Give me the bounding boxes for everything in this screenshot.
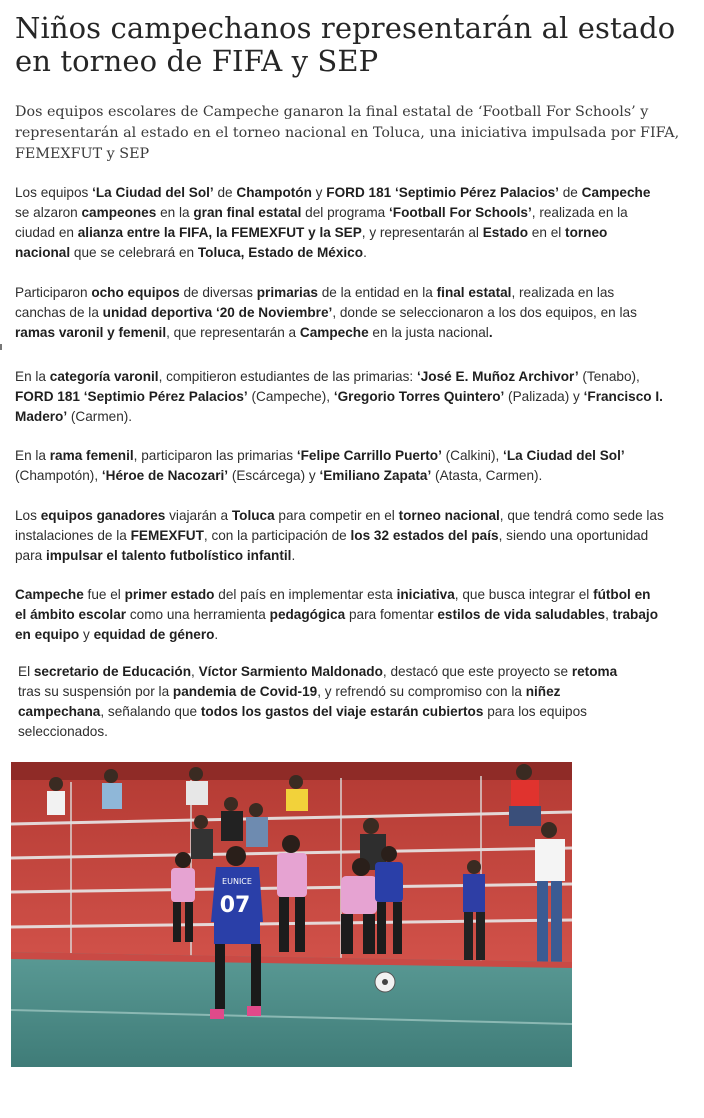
text-run: . [214, 627, 219, 642]
bold-text: categoría varonil [49, 369, 159, 384]
bold-text: FORD 181 ‘Septimio Pérez Palacios’ [15, 389, 248, 404]
text-run: En la [15, 369, 50, 384]
article-paragraph [15, 446, 665, 486]
text-run: tras su suspensión por la [18, 684, 173, 699]
bold-text: FEMEXFUT [130, 528, 204, 543]
bold-text: ‘Football For Schools’ [389, 205, 532, 220]
bold-text: pandemia de Covid-19 [172, 684, 318, 699]
bold-text: ‘La Ciudad del Sol’ [92, 185, 214, 200]
article-paragraph [15, 183, 665, 263]
text-run: en la justa nacional [368, 325, 489, 340]
bold-text: impulsar el talento futbolístico infantil [45, 548, 292, 563]
bold-text: Champotón [236, 185, 312, 200]
text-run: y [79, 627, 94, 642]
bold-text: todos los gastos del viaje estarán cubiertos [200, 704, 484, 719]
bold-text: ‘Felipe Carrillo Puerto’ [296, 448, 442, 463]
text-run: de la entidad en la [317, 285, 437, 300]
text-run: , [191, 664, 199, 679]
text-run: del país en implementar esta [214, 587, 397, 602]
text-run: , destacó que este proyecto se [382, 664, 572, 679]
text-run: de diversas [179, 285, 257, 300]
text-run: , siendo una oportunidad para [15, 528, 649, 563]
article-headline: Niños campechanos representarán al estado en torneo de FIFA y SEP [15, 11, 676, 78]
article-paragraph [15, 506, 665, 566]
text-run: y [311, 185, 327, 200]
article-paragraph [18, 662, 618, 742]
text-run: . [291, 548, 296, 563]
text-run: , participaron las primarias [133, 448, 297, 463]
bold-text: Campeche [581, 185, 651, 200]
article-paragraph [15, 283, 665, 343]
text-run: , donde se seleccionaron a los dos equipos, en las [332, 305, 637, 320]
bold-text: pedagógica [269, 607, 346, 622]
bold-text: final estatal [436, 285, 512, 300]
article-paragraph [15, 585, 665, 645]
text-run: (Tenabo), [578, 369, 640, 384]
text-run: , realizada en la ciudad en [15, 205, 628, 240]
text-run: para los equipos seleccionados. [18, 704, 587, 739]
bold-text: ‘Gregorio Torres Quintero’ [333, 389, 505, 404]
text-run: para fomentar [345, 607, 438, 622]
text-run: , y refrendó su compromiso con la [317, 684, 526, 699]
court-floor [11, 952, 572, 1067]
bold-text: Estado [482, 225, 529, 240]
text-run: , [605, 607, 613, 622]
bold-text: alianza entre la FIFA, la FEMEXFUT y la SEP [77, 225, 362, 240]
text-run: , señalando que [100, 704, 201, 719]
text-run: Participaron [15, 285, 92, 300]
text-run: (Champotón), [15, 468, 102, 483]
text-run: como una herramienta [126, 607, 270, 622]
text-run: de [213, 185, 237, 200]
article-paragraph [15, 367, 665, 427]
jersey-number-text: 07 [219, 893, 251, 918]
text-run: (Atasta, Carmen). [431, 468, 543, 483]
text-run: (Palizada) y [504, 389, 584, 404]
text-run: (Carmen). [67, 409, 133, 424]
bold-text: Toluca [231, 508, 275, 523]
bold-text: ‘José E. Muñoz Archivor’ [416, 369, 579, 384]
bold-text: estilos de vida saludables [437, 607, 606, 622]
bold-text: equipos ganadores [40, 508, 166, 523]
bold-text: primer estado [124, 587, 215, 602]
text-run: , y representarán al [361, 225, 483, 240]
bold-text: unidad deportiva ‘20 de Noviembre’ [102, 305, 333, 320]
text-run: para competir en el [274, 508, 399, 523]
text-run: en la [156, 205, 194, 220]
bold-text: niñez campechana [18, 684, 561, 719]
text-run: En la [15, 448, 50, 463]
text-run: El [18, 664, 34, 679]
bold-text: ‘Héroe de Nacozari’ [101, 468, 229, 483]
text-run: (Campeche), [247, 389, 334, 404]
text-run: (Escárcega) y [228, 468, 320, 483]
text-run: de [558, 185, 582, 200]
bold-text: torneo nacional [15, 225, 608, 260]
text-run: que se celebrará en [70, 245, 198, 260]
text-run: del programa [301, 205, 390, 220]
text-run: se alzaron [15, 205, 82, 220]
bold-text: Víctor Sarmiento Maldonado [198, 664, 383, 679]
jersey-name-text: EUNICE [222, 877, 252, 886]
bold-text: campeones [81, 205, 157, 220]
bold-text: gran final estatal [193, 205, 302, 220]
article-photo [11, 762, 572, 1067]
margin-mark [0, 344, 2, 350]
bold-text: iniciativa [396, 587, 455, 602]
text-run: Los [15, 508, 41, 523]
bold-text: Campeche [299, 325, 369, 340]
bold-text: equidad de género [93, 627, 215, 642]
bold-text: secretario de Educación [33, 664, 192, 679]
bold-text: retoma [571, 664, 618, 679]
bold-text: los 32 estados del país [350, 528, 499, 543]
bold-text: Campeche [15, 587, 84, 602]
text-run: fue el [83, 587, 125, 602]
text-run: , con la participación de [203, 528, 351, 543]
bold-text: torneo nacional [398, 508, 500, 523]
bold-text: trabajo en equipo [15, 607, 658, 642]
text-run: , que busca integrar el [454, 587, 594, 602]
text-run: viajarán a [165, 508, 232, 523]
text-run: . [363, 245, 367, 260]
bold-text: ‘Francisco I. Madero’ [15, 389, 663, 424]
bold-text: FORD 181 ‘Septimio Pérez Palacios’ [326, 185, 559, 200]
article-subheadline: Dos equipos escolares de Campeche ganaron la final estatal de ‘Football For Schools’ y representarán al estado en el torneo nacional en Toluca, una iniciativa impulsada por FIFA, FEMEXFUT y SEP [15, 104, 680, 162]
text-run: , compitieron estudiantes de las primarias: [158, 369, 417, 384]
bold-text: ‘Emiliano Zapata’ [319, 468, 432, 483]
bold-text: ocho equipos [91, 285, 180, 300]
bold-text: . [488, 325, 493, 340]
bold-text: Toluca, Estado de México [197, 245, 364, 260]
text-run: , que tendrá como sede las instalaciones de la [15, 508, 664, 543]
text-run: , realizada en las canchas de la [15, 285, 615, 320]
text-run: (Calkini), [441, 448, 504, 463]
bold-text: rama femenil [49, 448, 134, 463]
text-run: Los equipos [15, 185, 93, 200]
text-run: , que representarán a [166, 325, 300, 340]
bold-text: ramas varonil y femenil [15, 325, 167, 340]
text-run: en el [528, 225, 566, 240]
bold-text: fútbol en el ámbito escolar [15, 587, 651, 622]
bold-text: primarias [256, 285, 318, 300]
bold-text: ‘La Ciudad del Sol’ [503, 448, 625, 463]
